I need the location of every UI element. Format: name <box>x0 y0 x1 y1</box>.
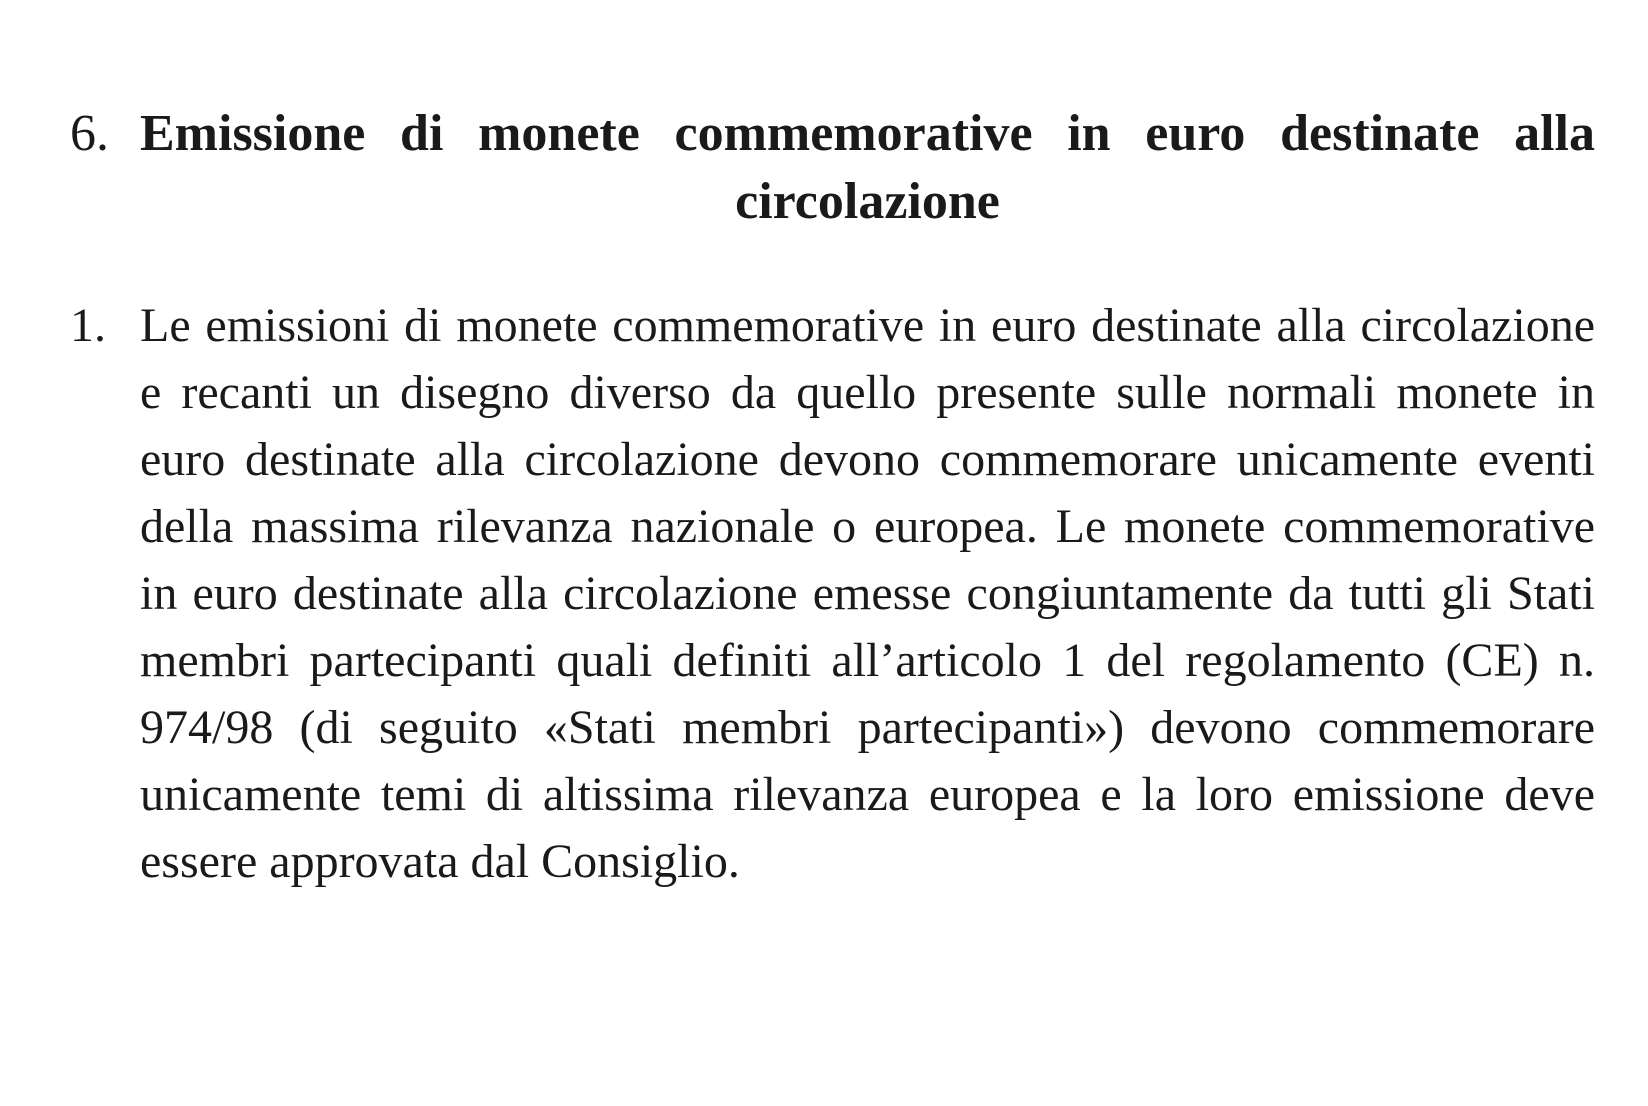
section-heading <box>70 100 1595 236</box>
paragraph-number: 1. <box>70 299 106 352</box>
section-title: Emissione di monete commemorative in euro destinate alla circolazione <box>140 105 1595 230</box>
document <box>70 100 1595 895</box>
paragraph <box>70 292 1595 895</box>
section-number: 6. <box>70 105 109 162</box>
paragraph-text: Le emissioni di monete commemorative in euro destinate alla circolazione e recanti un disegno diverso da quello presente sulle normali monete in euro destinate alla circolazione devono commemorare unicamente eventi della massima rilevanza nazionale o europea. Le monete commemorative in euro destinate alla circolazione emesse congiuntamente da tutti gli Stati membri partecipanti quali definiti all’articolo 1 del regolamento (CE) n. 974/98 (di seguito «Stati membri partecipanti») devono commemorare unicamente temi di altissima rilevanza europea e la loro emissione deve essere approvata dal Consiglio. <box>140 299 1595 888</box>
